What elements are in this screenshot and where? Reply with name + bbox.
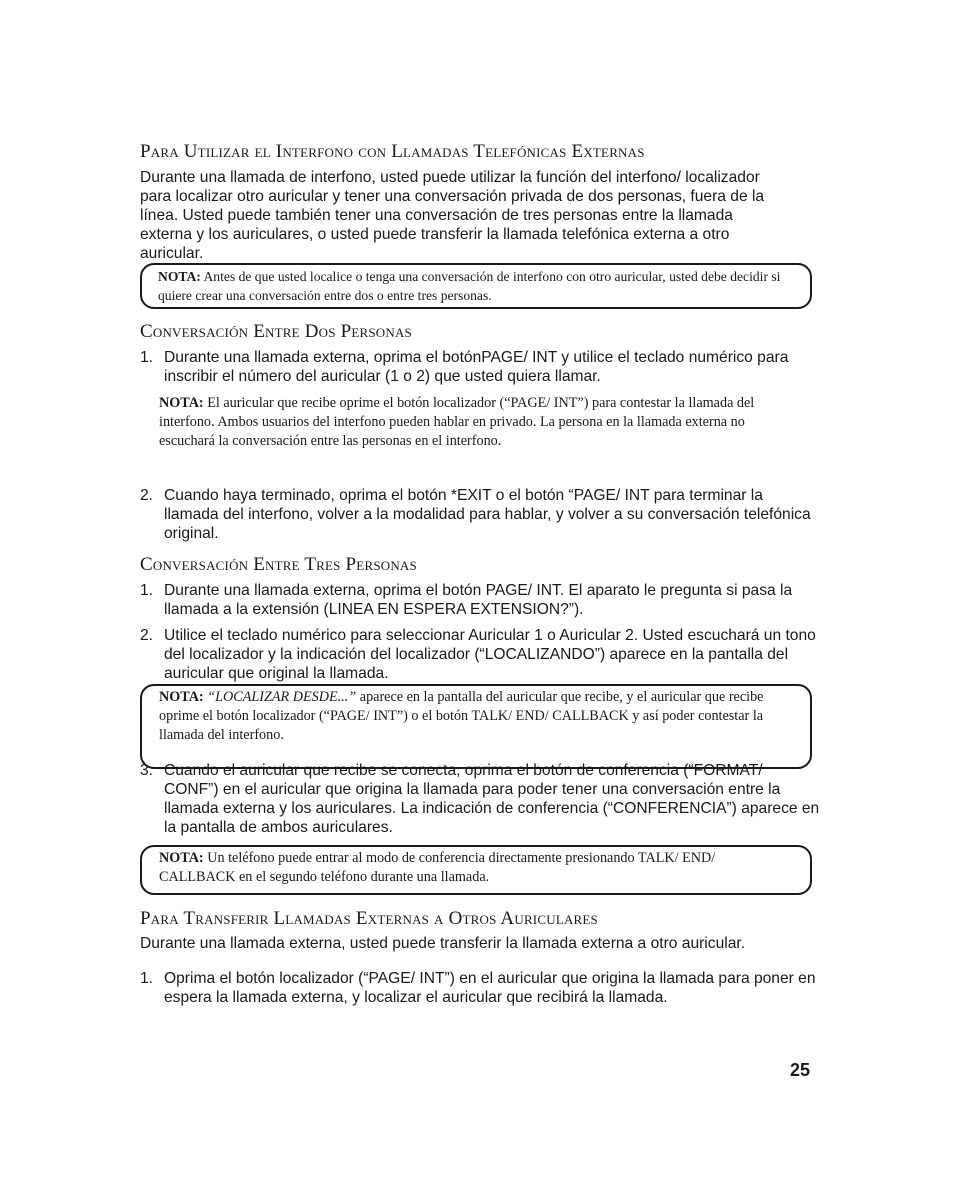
note-body: Antes de que usted localice o tenga una conversación de interfono con otro auricular, usted debe decidir si quiere crear una conversación entre dos o entre tres personas. xyxy=(158,269,781,303)
section-heading-transfer: Para Transferir Llamadas Externas a Otros Auriculares xyxy=(140,908,598,929)
section-heading-two-person: Conversación Entre Dos Personas xyxy=(140,321,412,342)
list-number: 1. xyxy=(140,970,154,987)
page-number: 25 xyxy=(790,1060,811,1080)
note-text xyxy=(159,394,789,451)
list-number: 3. xyxy=(140,762,154,779)
list-item xyxy=(140,761,820,837)
section-heading-intercom-external: Para Utilizar el Interfono con Llamadas Telefónicas Externas xyxy=(140,141,645,162)
list-number: 1. xyxy=(140,349,154,366)
list-text: Durante una llamada externa, oprima el botónPAGE/ INT y utilice el teclado numérico para inscribir el número del auricular (1 o 2) que usted quiera llamar. xyxy=(164,349,789,385)
list-item xyxy=(140,348,820,386)
list-text: Cuando haya terminado, oprima el botón *EXIT o el botón “PAGE/ INT para terminar la llamada del interfono, volver a la modalidad para hablar, y volver a su conversación telefónica original. xyxy=(164,487,811,542)
list-text: Oprima el botón localizador (“PAGE/ INT”) en el auricular que origina la llamada para poner en espera la llamada externa, y localizar el auricular que recibirá la llamada. xyxy=(164,970,816,1006)
note-body: El auricular que recibe oprime el botón localizador (“PAGE/ INT”) para contestar la llamada del interfono. Ambos usuarios del interfono pueden hablar en privado. La persona en la llamada externa no escuchará la conversación entre las personas en el interfono. xyxy=(159,395,755,449)
note-label: NOTA: xyxy=(159,850,204,866)
list-item xyxy=(140,486,820,543)
note-text xyxy=(159,849,789,887)
note-label: NOTA: xyxy=(158,269,201,284)
section-heading-three-person: Conversación Entre Tres Personas xyxy=(140,554,417,575)
list-item xyxy=(140,969,820,1007)
section-intro-paragraph: Durante una llamada de interfono, usted puede utilizar la función del interfono/ localizador para localizar otro auricular y tener una conversación privada de dos personas, fuera de la línea. Usted puede también tener una conversación de tres personas entre la llamada externa y los auriculares, o usted puede transferir la llamada telefónica externa a otro auricular. xyxy=(140,169,765,262)
list-item xyxy=(140,581,820,619)
note-body: aparece en la pantalla del auricular que recibe, y el auricular que recibe oprime el botón localizador (“PAGE/ INT”) o el botón TALK/ END/ CALLBACK y así poder contestar la llamada del interfono. xyxy=(159,689,764,743)
note-label: NOTA: xyxy=(159,689,204,705)
list-item xyxy=(140,626,820,683)
note-label: NOTA: xyxy=(159,395,204,411)
note-text xyxy=(159,688,789,745)
note-text xyxy=(158,267,798,305)
note-italic: “LOCALIZAR DESDE...” xyxy=(207,689,357,705)
list-text: Utilice el teclado numérico para seleccionar Auricular 1 o Auricular 2. Usted escuchará un tono del localizador y la indicación del localizador (“LOCALIZANDO”) aparece en la pantalla del auricular que original la llamada. xyxy=(164,627,816,682)
list-text: Cuando el auricular que recibe se conecta, oprima el botón de conferencia (“FORMAT/ CONF”) en el auricular que origina la llamada para poder tener una conversación entre la llamada externa y los auriculares. La indicación de conferencia (“CONFERENCIA”) aparece en la pantalla de ambos auriculares. xyxy=(164,762,820,836)
list-number: 2. xyxy=(140,627,154,644)
section-intro-paragraph: Durante una llamada externa, usted puede transferir la llamada externa a otro auricular. xyxy=(140,935,746,952)
note-body: Un teléfono puede entrar al modo de conferencia directamente presionando TALK/ END/ CALLBACK en el segundo teléfono durante una llamada. xyxy=(159,850,716,885)
list-text: Durante una llamada externa, oprima el botón PAGE/ INT. El aparato le pregunta si pasa la llamada a la extensión (LINEA EN ESPERA EXTENSION?”). xyxy=(164,582,793,618)
list-number: 2. xyxy=(140,487,154,504)
list-number: 1. xyxy=(140,582,154,599)
